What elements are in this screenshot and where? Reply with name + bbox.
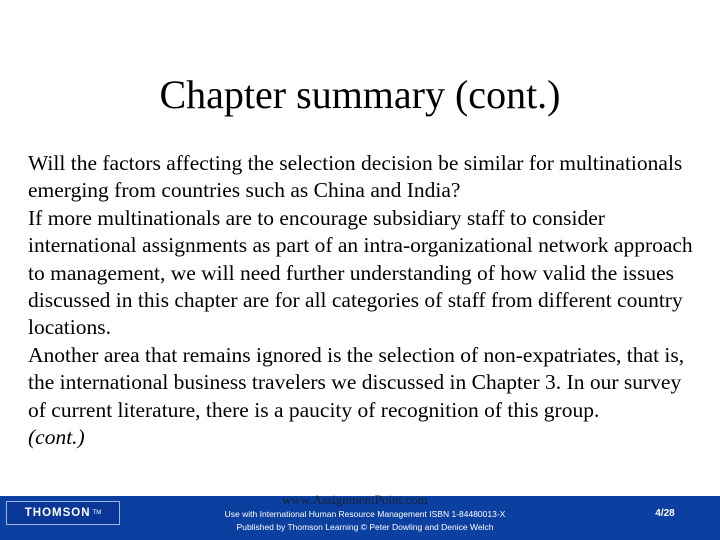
body-paragraph-2: If more multinationals are to encourage subsidiary staff to consider international assignments as part of an intra-organizational network approach to management, we will need further understanding of how valid the issues discussed in this chapter are for all categories of staff from different country locations. xyxy=(28,205,693,340)
footer-credits xyxy=(170,508,560,534)
slide-body xyxy=(28,150,700,451)
body-paragraph-1: Will the factors affecting the selection decision be similar for multinationals emerging from countries such as China and India? xyxy=(28,151,683,203)
footer-line-2: Published by Thomson Learning © Peter Dowling and Denice Welch xyxy=(236,522,494,532)
continued-note: (cont.) xyxy=(28,425,85,450)
body-paragraph-3: Another area that remains ignored is the selection of non-expatriates, that is, the international business travelers we discussed in Chapter 3. In our survey of current literature, there is a paucity of recognition of this group. xyxy=(28,342,685,422)
watermark-text: www.AssignmentPoint.com xyxy=(282,492,428,507)
slide-title: Chapter summary (cont.) xyxy=(159,72,561,117)
page-number: 4/28 xyxy=(655,508,675,519)
thomson-logo: THOMSON ™ xyxy=(6,501,120,525)
footer-line-1: Use with International Human Resource Management ISBN 1-84480013-X xyxy=(224,509,506,519)
footer-bar xyxy=(0,492,720,540)
